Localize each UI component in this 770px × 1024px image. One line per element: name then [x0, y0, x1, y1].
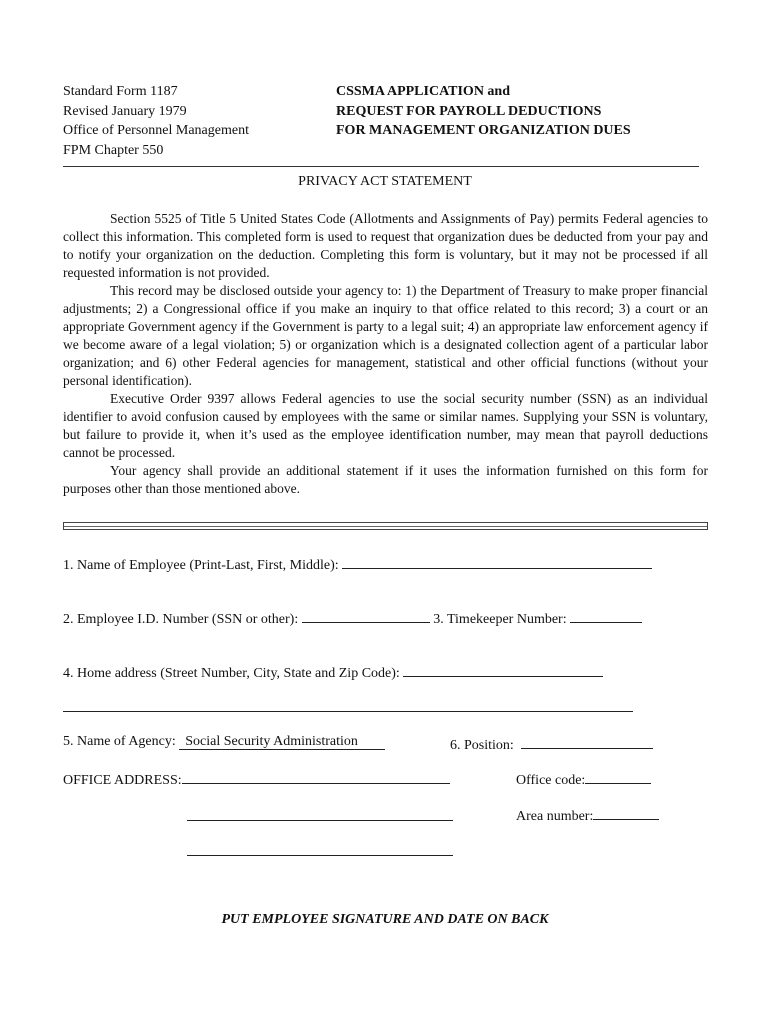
- privacy-paragraph: This record may be disclosed outside your agency to: 1) the Department of Treasury to make proper financial adjustments; 2) a Congressional office if you make an inquiry to that office related to this record; 3) a court or an appropriate Government agency if the Government is party to a legal suit; 4) an appropriate law enforcement agency if we become aware of a legal violation; 5) or organization which is a designated collection agent of a particular labor organization; and 6) other Federal agencies for management, statistical and other official functions (without your personal identification).: [63, 283, 708, 388]
- position-label: 6. Position:: [450, 738, 514, 753]
- employee-id-field[interactable]: [302, 608, 430, 623]
- agency-label: 5. Name of Agency:: [63, 734, 176, 749]
- office-address-row: [63, 769, 450, 789]
- employee-name-row: [63, 554, 652, 574]
- area-number-label: Area number:: [516, 809, 594, 824]
- header-divider: [63, 166, 699, 167]
- fpm-chapter: FPM Chapter 550: [63, 142, 164, 158]
- agency-field[interactable]: Social Security Administration: [179, 735, 385, 750]
- issuing-office: Office of Personnel Management: [63, 123, 249, 138]
- employee-id-label: 2. Employee I.D. Number (SSN or other):: [63, 612, 299, 627]
- position-row: [450, 734, 653, 754]
- office-code-label: Office code:: [516, 773, 586, 788]
- form-number: Standard Form 1187: [63, 84, 178, 99]
- home-address-row: [63, 662, 603, 682]
- privacy-paragraph: Section 5525 of Title 5 United States Code (Allotments and Assignments of Pay) permits Federal agencies to collect this information. This completed form is used to request that organization dues be deducted from your pay and to notify your organization on the deduction. Completing this form is voluntary, but it may not be processed if all requested information is not provided.: [63, 211, 708, 280]
- area-number-row: [516, 805, 659, 825]
- home-address-label: 4. Home address (Street Number, City, State and Zip Code):: [63, 666, 400, 681]
- office-address-field[interactable]: [182, 769, 450, 784]
- privacy-act-title: PRIVACY ACT STATEMENT: [298, 174, 472, 189]
- privacy-paragraph: Executive Order 9397 allows Federal agencies to use the social security number (SSN) as an individual identifier to avoid confusion caused by employees with the same or similar names. Supplying your SSN is voluntary, but failure to provide it, when it’s used as the employee identification number, may mean that payroll deductions cannot be processed.: [63, 391, 708, 460]
- office-address-line-3[interactable]: [187, 855, 453, 856]
- privacy-act-statement: [63, 210, 708, 498]
- office-address-line-2[interactable]: [187, 820, 453, 821]
- employee-name-label: 1. Name of Employee (Print-Last, First, Middle):: [63, 558, 339, 573]
- home-address-field[interactable]: [403, 662, 603, 677]
- timekeeper-label: 3. Timekeeper Number:: [433, 612, 567, 627]
- form-title-line-2: REQUEST FOR PAYROLL DEDUCTIONS: [336, 103, 602, 119]
- office-code-row: [516, 769, 651, 789]
- form-identification: [63, 82, 249, 160]
- timekeeper-field[interactable]: [570, 608, 642, 623]
- form-title-line-3: FOR MANAGEMENT ORGANIZATION DUES: [336, 123, 631, 138]
- office-code-field[interactable]: [585, 769, 651, 784]
- form-title: [336, 82, 631, 141]
- area-number-field[interactable]: [593, 805, 659, 820]
- position-field[interactable]: [521, 734, 653, 749]
- form-title-line-1: CSSMA APPLICATION and: [336, 84, 511, 99]
- agency-row: [63, 734, 385, 750]
- office-address-label: OFFICE ADDRESS:: [63, 773, 182, 788]
- section-divider-bar: [63, 522, 708, 530]
- privacy-paragraph: Your agency shall provide an additional statement if it uses the information furnished on this form for purposes other than those mentioned above.: [63, 463, 708, 496]
- signature-instruction: PUT EMPLOYEE SIGNATURE AND DATE ON BACK: [221, 912, 549, 927]
- home-address-line-2[interactable]: [63, 711, 633, 712]
- employee-name-field[interactable]: [342, 554, 652, 569]
- revision-date: Revised January 1979: [63, 103, 187, 119]
- employee-id-row: [63, 608, 642, 628]
